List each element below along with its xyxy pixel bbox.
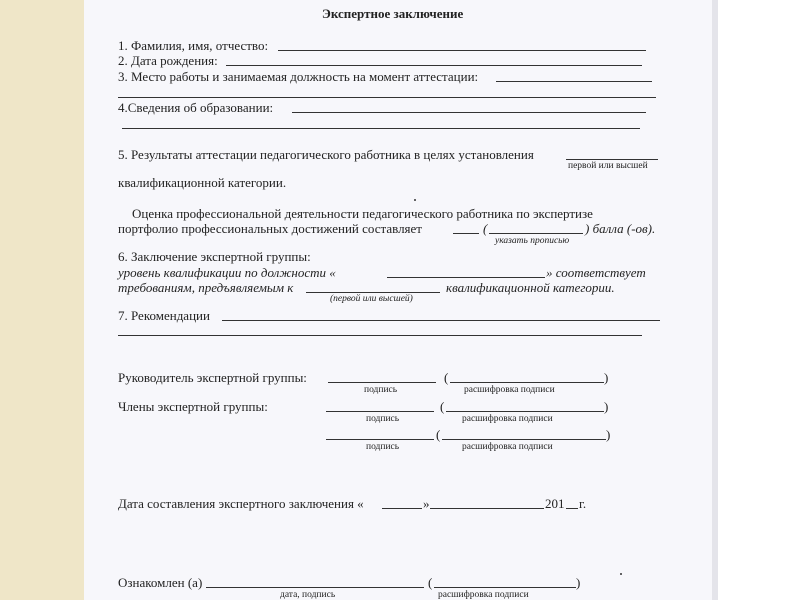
assessment-caption: указать прописью xyxy=(495,236,570,246)
date-year-line[interactable] xyxy=(566,508,578,509)
conclusion-line-1a: уровень квалификации по должности « xyxy=(118,265,336,280)
scan-speck xyxy=(620,573,622,575)
ack-label: Ознакомлен (а) xyxy=(118,575,203,590)
assessment-words-line[interactable] xyxy=(489,233,583,234)
ack-paren-open: ( xyxy=(428,575,433,590)
member2-signature-caption: подпись xyxy=(366,442,400,452)
ack-paren-close: ) xyxy=(576,575,581,590)
conclusion-line-2b: квалификационной категории. xyxy=(446,280,615,295)
date-month-line[interactable] xyxy=(430,508,544,509)
field-education-line[interactable] xyxy=(292,112,646,113)
field-work-label: 3. Место работы и занимаемая должность на момент аттестации: xyxy=(118,69,479,84)
conclusion-line-2a: требованиям, предъявляемым к xyxy=(118,280,294,295)
field-fio-line[interactable] xyxy=(278,50,646,51)
head-paren-close: ) xyxy=(604,370,609,385)
field-work-line[interactable] xyxy=(496,81,652,82)
ack-signature-line[interactable] xyxy=(206,587,424,588)
assessment-line-2c: ) балла (-ов). xyxy=(585,221,656,236)
recommend-line-2[interactable] xyxy=(118,335,642,336)
left-background-band xyxy=(0,0,84,600)
results-category-caption: первой или высшей xyxy=(568,161,648,171)
scan-speck xyxy=(414,199,416,201)
member2-signature-line[interactable] xyxy=(326,439,434,440)
members-label: Члены экспертной группы: xyxy=(118,399,268,414)
page-edge xyxy=(712,0,718,600)
member1-decode-line[interactable] xyxy=(446,411,604,412)
assessment-score-line[interactable] xyxy=(453,233,479,234)
date-label: Дата составления экспертного заключения « xyxy=(118,496,364,511)
member1-paren-open: ( xyxy=(440,399,445,414)
head-signature-line[interactable] xyxy=(328,382,436,383)
date-year-prefix: 201 xyxy=(545,496,565,511)
field-fio-label: 1. Фамилия, имя, отчество: xyxy=(118,38,269,53)
document-title: Экспертное заключение xyxy=(322,6,464,21)
member2-paren-open: ( xyxy=(436,427,441,442)
results-continuation: квалификационной категории. xyxy=(118,175,287,190)
member1-decode-caption: расшифровка подписи xyxy=(462,414,553,424)
field-birth-label: 2. Дата рождения: xyxy=(118,53,218,68)
recommend-label: 7. Рекомендации xyxy=(118,308,210,323)
field-education-line-2[interactable] xyxy=(122,128,640,129)
assessment-line-1: Оценка профессиональной деятельности педагогического работника по экспертизе xyxy=(132,206,593,221)
date-day-line[interactable] xyxy=(382,508,422,509)
field-birth-line[interactable] xyxy=(226,65,642,66)
field-education-label: 4.Сведения об образовании: xyxy=(118,100,274,115)
assessment-line-2a: портфолио профессиональных достижений составляет xyxy=(118,221,422,236)
results-category-line[interactable] xyxy=(566,159,658,160)
member1-signature-line[interactable] xyxy=(326,411,434,412)
head-label: Руководитель экспертной группы: xyxy=(118,370,307,385)
conclusion-position-line[interactable] xyxy=(387,277,545,278)
conclusion-heading: 6. Заключение экспертной группы: xyxy=(118,249,311,264)
head-decode-line[interactable] xyxy=(450,382,604,383)
date-year-suffix: г. xyxy=(579,496,587,511)
ack-caption-date: дата, подпись xyxy=(280,590,336,600)
member1-paren-close: ) xyxy=(604,399,609,414)
assessment-paren-open: ( xyxy=(483,221,488,236)
results-label: 5. Результаты аттестации педагогического работника в целях установления xyxy=(118,147,534,162)
date-mid: » xyxy=(423,496,430,511)
ack-caption-decode: расшифровка подписи xyxy=(438,590,529,600)
conclusion-caption: (первой или высшей) xyxy=(330,294,413,304)
head-decode-caption: расшифровка подписи xyxy=(464,385,555,395)
member2-decode-line[interactable] xyxy=(442,439,606,440)
head-paren-open: ( xyxy=(444,370,449,385)
ack-decode-line[interactable] xyxy=(434,587,576,588)
conclusion-line-1b: » соответствует xyxy=(546,265,646,280)
member1-signature-caption: подпись xyxy=(366,414,400,424)
conclusion-category-line[interactable] xyxy=(306,292,440,293)
member2-paren-close: ) xyxy=(606,427,611,442)
recommend-line[interactable] xyxy=(222,320,660,321)
field-work-line-2[interactable] xyxy=(118,97,656,98)
member2-decode-caption: расшифровка подписи xyxy=(462,442,553,452)
head-signature-caption: подпись xyxy=(364,385,398,395)
